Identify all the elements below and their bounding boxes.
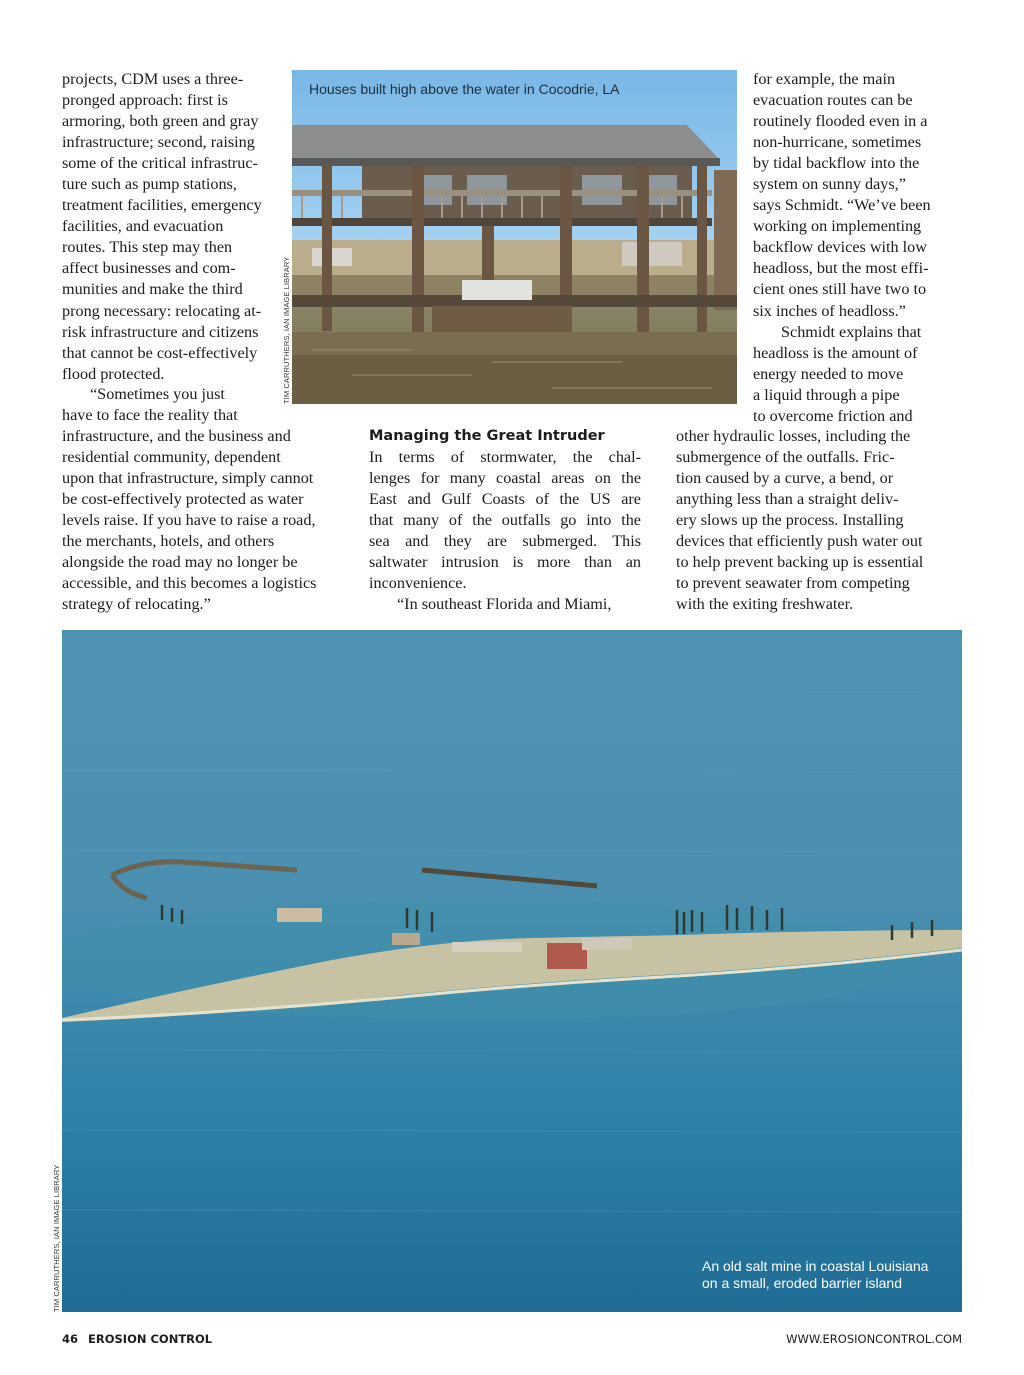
text-line: evacuation routes can be	[753, 91, 913, 110]
text-line: cient ones still have two to	[753, 280, 927, 299]
text-line: East and Gulf Coasts of the US are	[369, 490, 641, 509]
text-line: upon that infrastructure, simply cannot	[62, 469, 314, 488]
text-line: some of the critical infrastruc-	[62, 154, 258, 173]
paragraph-miami-start: “In southeast Florida and Miami,	[397, 595, 612, 614]
text-line: anything less than a straight deliv-	[676, 490, 899, 509]
text-line: Schmidt explains that	[781, 322, 922, 341]
text-line: alongside the road may no longer be	[62, 553, 298, 572]
text-line: residential community, dependent	[62, 448, 281, 467]
photo-salt-mine	[62, 630, 962, 1312]
text-line: inconvenience.	[369, 574, 467, 593]
text-line: ery slows up the process. Installing	[676, 511, 904, 530]
page-number: 46	[62, 1332, 79, 1346]
section-heading: Managing the Great Intruder	[369, 428, 605, 444]
text-line: treatment facilities, emergency	[62, 196, 262, 215]
text-line: headloss is the amount of	[753, 343, 918, 362]
text-line: a liquid through a pipe	[753, 385, 900, 404]
text-line: the merchants, hotels, and others	[62, 532, 275, 551]
paragraph-quote	[62, 384, 352, 616]
text-line: “Sometimes you just	[90, 385, 225, 403]
text-line: accessible, and this becomes a logistics	[62, 574, 317, 593]
photo-bottom-caption-line-2: on a small, eroded barrier island	[702, 1275, 902, 1291]
barrier-island-illustration	[62, 630, 962, 1312]
text-line: projects, CDM uses a three-	[62, 70, 244, 88]
text-line: have to face the reality that	[62, 406, 238, 425]
text-line: sea and they are submerged. This	[369, 532, 641, 551]
photo-bottom-credit: TIM CARRUTHERS, IAN IMAGE LIBRARY	[52, 1164, 61, 1312]
footer-left	[62, 1332, 212, 1346]
text-line: prong necessary: relocating at-	[62, 301, 262, 320]
text-line: facilities, and evacuation	[62, 217, 224, 236]
text-line: munities and make the third	[62, 280, 243, 299]
text-line: for example, the main	[753, 70, 896, 88]
paragraph-cdm-approach	[62, 69, 288, 385]
text-line: saltwater intrusion is more than an	[369, 553, 641, 572]
text-line: flood protected.	[62, 364, 165, 383]
paragraph-friction	[676, 426, 964, 615]
paragraph-stormwater	[369, 447, 641, 594]
text-line: backflow devices with low	[753, 238, 927, 257]
text-line: non-hurricane, sometimes	[753, 133, 922, 152]
text-line: says Schmidt. “We’ve been	[753, 196, 931, 215]
text-line: infrastructure; second, raising	[62, 133, 255, 152]
text-line: to prevent seawater from competing	[676, 574, 910, 593]
text-line: affect businesses and com-	[62, 259, 236, 278]
text-line: strategy of relocating.”	[62, 595, 211, 614]
column-1-text	[62, 69, 288, 385]
paragraph-miami-cont	[753, 69, 963, 322]
column-1-quote	[62, 384, 352, 616]
text-line: levels raise. If you have to raise a road,	[62, 511, 316, 530]
text-line: lenges for many coastal areas on the	[369, 469, 641, 488]
text-line: devices that efficiently push water out	[676, 532, 923, 551]
magazine-name: EROSION CONTROL	[88, 1332, 213, 1346]
text-line: other hydraulic losses, including the	[676, 427, 911, 445]
text-line: with the exiting freshwater.	[676, 595, 854, 614]
text-line: to overcome friction and	[753, 406, 913, 425]
photo-bottom-caption-line-1: An old salt mine in coastal Louisiana	[702, 1258, 929, 1274]
photo-stilt-houses	[292, 70, 737, 404]
column-2-text	[369, 426, 641, 615]
photo-top-credit: TIM CARRUTHERS, IAN IMAGE LIBRARY	[282, 256, 291, 404]
column-3-text	[753, 69, 963, 427]
column-3-wide	[676, 426, 964, 615]
text-line: infrastructure, and the business and	[62, 427, 291, 446]
text-line: routinely flooded even in a	[753, 112, 928, 131]
text-line: armoring, both green and gray	[62, 112, 259, 131]
text-line: tion caused by a curve, a bend, or	[676, 469, 894, 488]
text-line: pronged approach: first is	[62, 91, 228, 110]
text-line: system on sunny days,”	[753, 175, 906, 194]
text-line: be cost-effectively protected as water	[62, 490, 304, 509]
text-line: six inches of headloss.”	[753, 301, 906, 320]
text-line: by tidal backflow into the	[753, 154, 920, 173]
paragraph-headloss	[753, 322, 963, 427]
photo-top-caption: Houses built high above the water in Cocodrie, LA	[309, 81, 620, 97]
footer-url: WWW.EROSIONCONTROL.COM	[786, 1332, 962, 1346]
text-line: that many of the outfalls go into the	[369, 511, 641, 530]
text-line: ture such as pump stations,	[62, 175, 237, 194]
photo-bottom-caption	[702, 1258, 928, 1292]
text-line: working on implementing	[753, 217, 922, 236]
text-line: that cannot be cost-effectively	[62, 343, 258, 362]
text-line: headloss, but the most effi-	[753, 259, 929, 278]
text-line: energy needed to move	[753, 364, 904, 383]
text-line: to help prevent backing up is essential	[676, 553, 924, 572]
text-line: In terms of stormwater, the chal-	[369, 448, 641, 467]
stilt-house-illustration	[292, 70, 737, 404]
text-line: submergence of the outfalls. Fric-	[676, 448, 895, 467]
text-line: routes. This step may then	[62, 238, 233, 257]
text-line: risk infrastructure and citizens	[62, 322, 259, 341]
